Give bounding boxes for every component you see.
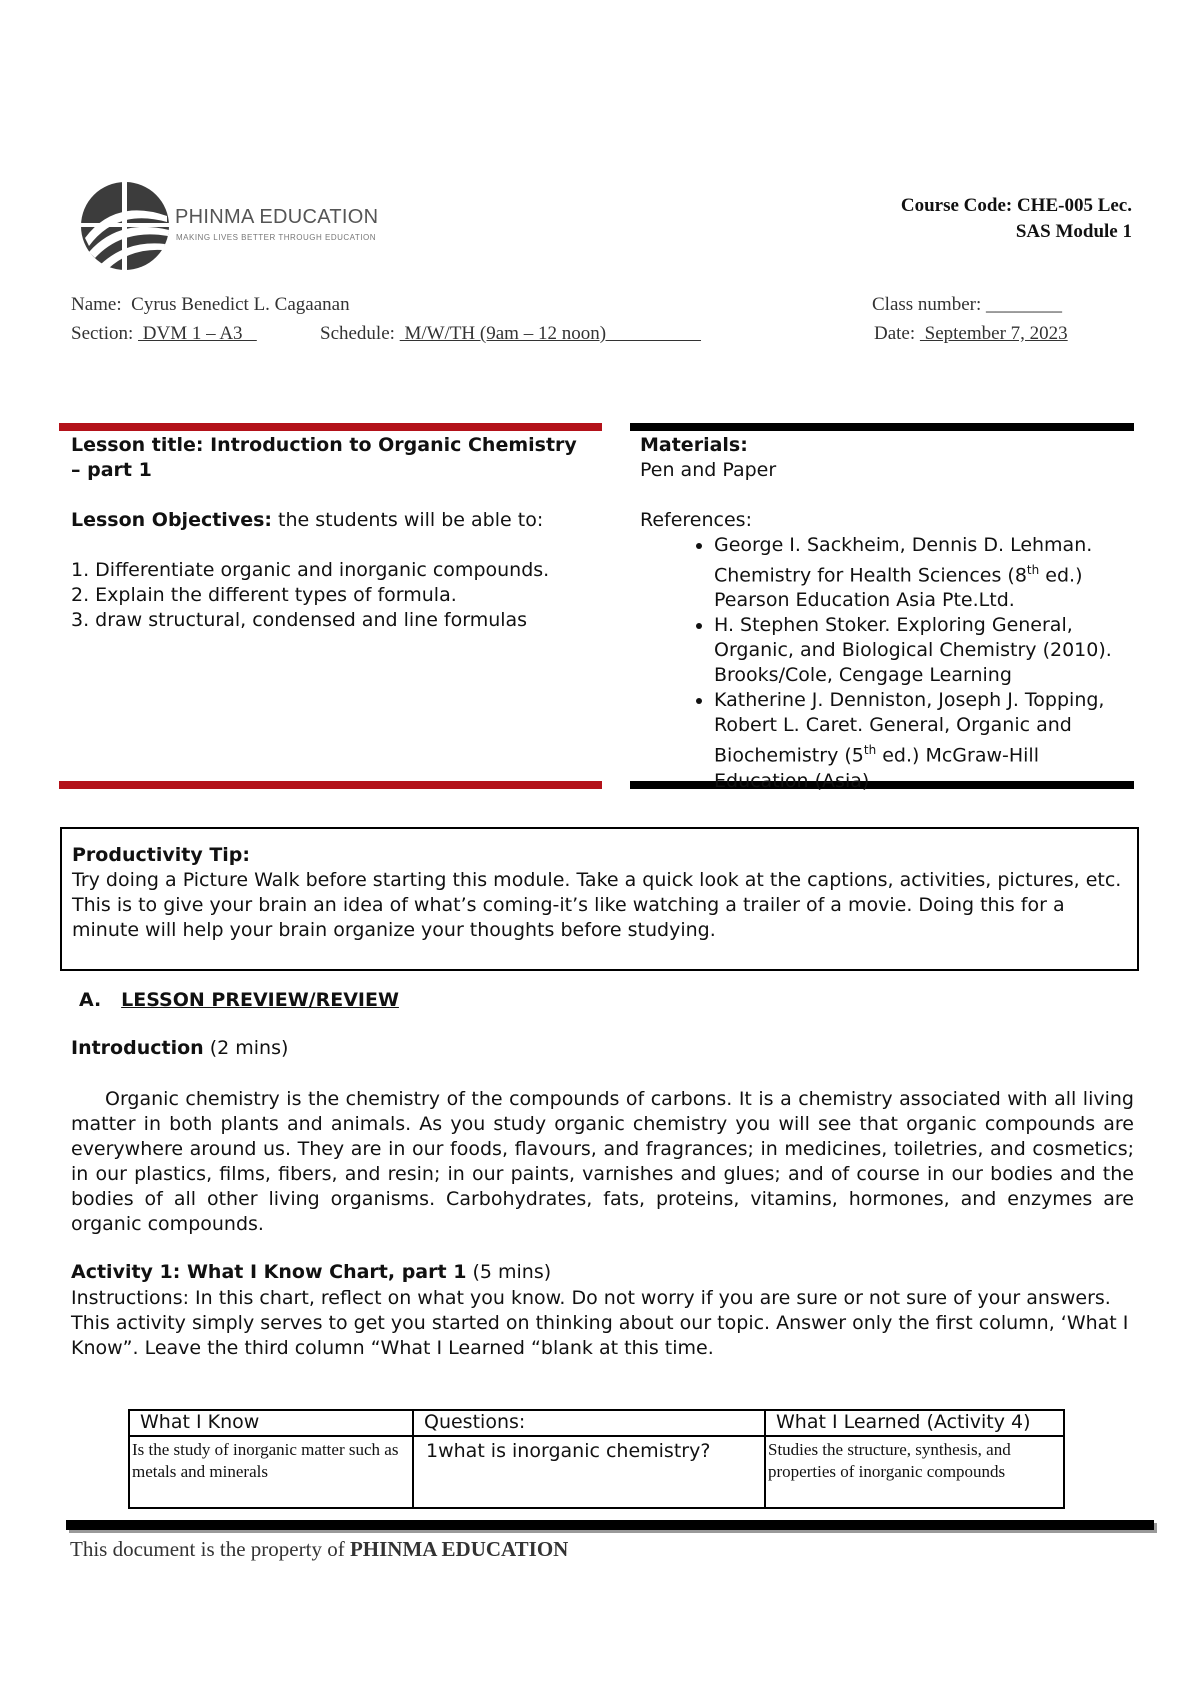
schedule-value[interactable]: M/W/TH (9am – 12 noon) [399,323,702,344]
logo-tagline: MAKING LIVES BETTER THROUGH EDUCATION [176,233,377,242]
productivity-tip-box [60,827,1139,971]
cell-questions[interactable]: 1what is inorganic chemistry? [413,1436,765,1508]
introduction-time: (2 mins) [203,1037,289,1059]
cell-what-i-know[interactable]: Is the study of inorganic matter such as metals and minerals [129,1436,413,1508]
schedule-line [320,323,701,345]
lesson-title: Lesson title: Introduction to Organic Chemistry – part 1 [71,434,577,481]
course-code: Course Code: CHE-005 Lec. [900,195,1132,216]
section-a-heading [79,989,399,1011]
footer-prefix: This document is the property of [70,1537,350,1561]
materials-box-top-rule [630,423,1134,431]
date-label: Date: [874,323,916,344]
activity1-time: (5 mins) [466,1261,552,1283]
objective-item: 3. draw structural, condensed and line formulas [71,609,528,631]
activity1-instructions: Instructions: In this chart, reflect on what you know. Do not worry if you are sure or not sure of your answers. This activity simply serves to get you started on thinking about our topic. Answer only the first column, ‘What I Know”. Leave the third column “What I Learned “blank at this time. [71,1287,1129,1359]
productivity-tip-label: Productivity Tip: [72,844,250,866]
materials-box [640,433,1130,794]
materials-value: Pen and Paper [640,459,777,481]
table-header-row [129,1410,1064,1436]
lesson-box-top-rule [59,423,602,431]
logo-brand-text: PHINMA EDUCATION [175,206,379,228]
introduction-paragraph: Organic chemistry is the chemistry of the compounds of carbons. It is a chemistry associated with all living matter in both plants and animals. As you study organic chemistry you will see that organic compounds are everywhere around us. They are in our foods, flavours, and fragrances; in medicines, toiletries, and cosmetics; in our plastics, films, fibers, and resin; in our paints, varnishes and glues; and of course in our bodies and the bodies of all other living organisms. Carbohydrates, fats, proteins, vitamins, hormones, and enzymes are organic compounds. [71,1088,1134,1235]
introduction-label: Introduction [71,1037,204,1059]
class-number-line [872,294,1062,316]
footer-text [70,1537,568,1562]
activity1-heading [71,1261,551,1283]
objective-item: 1. Differentiate organic and inorganic compounds. [71,559,550,581]
what-i-know-table [128,1409,1065,1509]
lesson-box-bottom-rule [59,781,602,789]
section-line [71,323,257,345]
references-list [640,533,1130,794]
activity1-label: Activity 1: What I Know Chart, part 1 [71,1261,467,1283]
lesson-box [71,433,591,633]
reference-item: • Katherine J. Denniston, Joseph J. Topping, Robert L. Caret. General, Organic and Biochemistry (5th ed.) McGraw-Hill Education (Asia) [714,688,1130,793]
name-line [71,294,350,316]
productivity-tip-text: Try doing a Picture Walk before starting this module. Take a quick look at the captions, activities, pictures, etc. This is to give your brain an idea of what’s coming-it’s like watching a trailer of a movie. Doing this for a minute will help your brain organize your thoughts before studying. [72,869,1122,941]
footer-brand: PHINMA EDUCATION [349,1537,569,1561]
section-a-title: LESSON PREVIEW/REVIEW [121,989,399,1011]
table-row [129,1436,1064,1508]
name-label: Name: [71,294,122,315]
materials-label: Materials: [640,434,748,456]
name-value[interactable]: Cyrus Benedict L. Cagaanan [131,294,350,315]
date-value[interactable]: September 7, 2023 [919,323,1068,344]
phinma-logo [75,178,395,273]
phinma-globe-icon [75,178,171,273]
reference-item: • George I. Sackheim, Dennis D. Lehman. Chemistry for Health Sciences (8th ed.) Pearson Education Asia Pte.Ltd. [714,533,1130,613]
col-header-what-i-know: What I Know [129,1410,413,1436]
col-header-questions: Questions: [413,1410,765,1436]
objective-item: 2. Explain the different types of formula. [71,584,457,606]
introduction-heading [71,1037,288,1059]
lesson-objectives-label: Lesson Objectives: [71,509,272,531]
lesson-objectives-intro: the students will be able to: [272,509,544,531]
reference-item: • H. Stephen Stoker. Exploring General, Organic, and Biological Chemistry (2010). Brooks/Cole, Cengage Learning [714,613,1130,688]
schedule-label: Schedule: [320,323,395,344]
course-code-block [901,193,1132,245]
section-label: Section: [71,323,134,344]
cell-what-i-learned[interactable]: Studies the structure, synthesis, and properties of inorganic compounds [765,1436,1064,1508]
class-number-label: Class number: [872,294,982,315]
references-label: References: [640,509,752,531]
section-value[interactable]: DVM 1 – A3 [138,323,257,344]
col-header-what-i-learned: What I Learned (Activity 4) [765,1410,1064,1436]
lesson-objectives-line [71,508,591,533]
footer-rule [66,1520,1154,1530]
date-line [874,323,1068,345]
section-a-letter: A. [79,989,102,1011]
module-label: SAS Module 1 [1015,221,1132,242]
class-number-value[interactable]: ________ [986,294,1062,315]
